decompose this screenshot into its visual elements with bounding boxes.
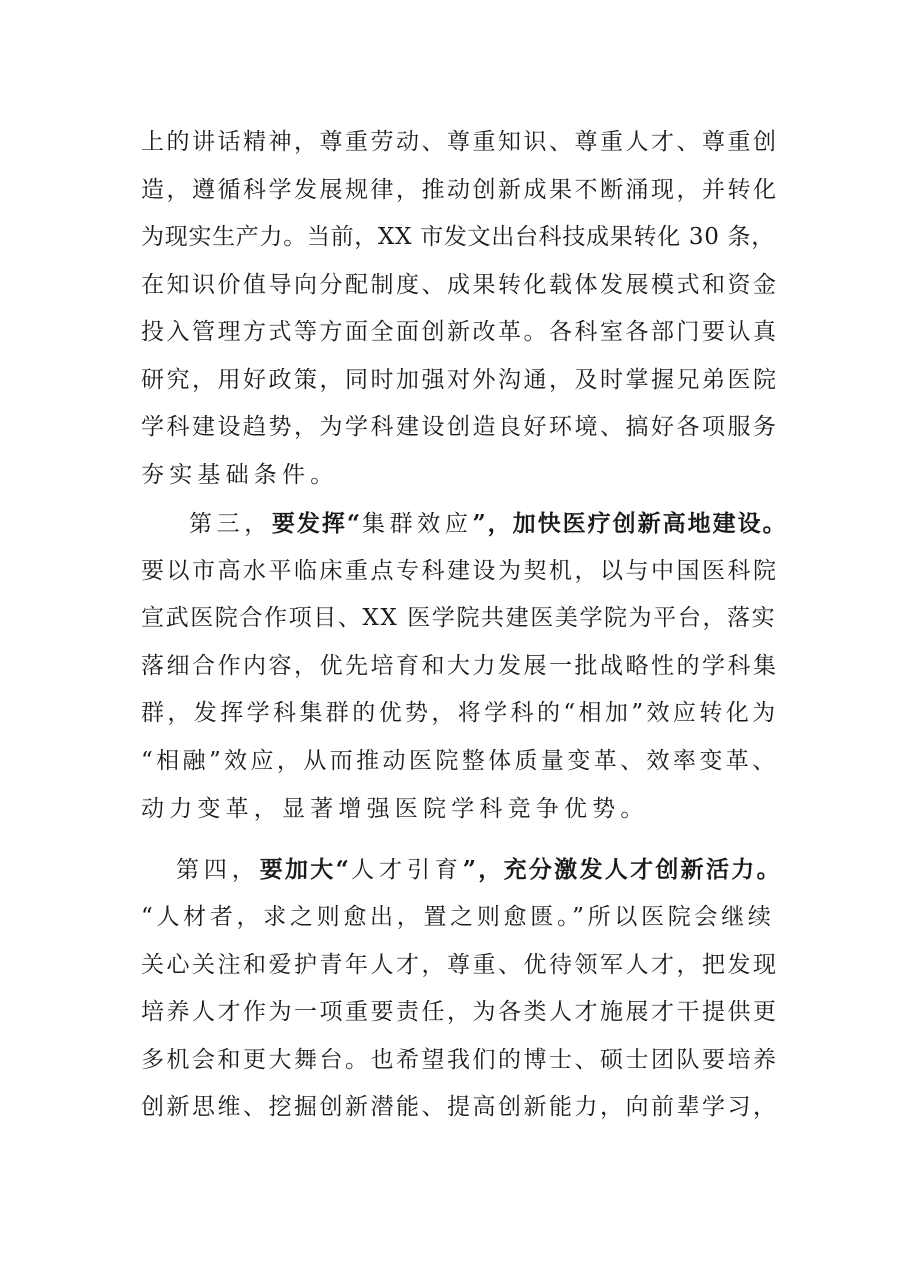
paragraph-2-line-5: “相融”效应，从而推动医院整体质量变革、效率变革、 [141,748,779,774]
heading-4-term: 人才引育 [351,857,463,883]
paragraph-3-line-1: “人材者，求之则愈出，置之则愈匮。”所以医院会继续 [141,904,775,930]
paragraph-3-line-2: 关心关注和爱护青年人才，尊重、优待领军人才，把发现 [141,952,779,978]
paragraph-1-line-7: 学科建设趋势，为学科建设创造良好环境、搞好各项服务 [141,414,779,440]
paragraph-2-line-4: 群，发挥学科集群的优势，将学科的“相加”效应转化为 [141,700,779,726]
heading-3-ordinal: 第三， [189,511,272,537]
paragraph-2-heading [189,500,789,548]
paragraph-2-line-3: 落细合作内容，优先培育和大力发展一批战略性的学科集 [141,653,779,679]
heading-3-bold-a: 要发挥“ [271,510,363,537]
paragraph-2-line-6: 动力变革，显著增强医院学科竞争优势。 [141,796,649,822]
paragraph-1-line-5: 投入管理方式等方面全面创新改革。各科室各部门要认真 [141,319,779,345]
paragraph-3-line-3: 培养人才作为一项重要责任，为各类人才施展才干提供更 [141,999,779,1025]
heading-4-bold-b: ”，充分激发人才创新活力。 [462,856,782,883]
paragraph-1-line-3: 为现实生产力。当前，XX 市发文出台科技成果转化 30 条， [141,224,775,250]
paragraph-2-line-2: 宣武医院合作项目、XX 医学院共建医美学院为平台，落实 [141,605,777,631]
paragraph-1-line-6: 研究，用好政策，同时加强对外沟通，及时掌握兄弟医院 [141,367,779,393]
paragraph-1-line-4: 在知识价值导向分配制度、成果转化载体发展模式和资金 [141,272,779,298]
paragraph-3-line-4: 多机会和更大舞台。也希望我们的博士、硕士团队要培养 [141,1047,779,1073]
heading-3-bold-b: ”，加快医疗创新高地建设。 [472,510,788,537]
paragraph-3-line-5: 创新思维、挖掘创新潜能、提高创新能力，向前辈学习， [141,1094,779,1120]
paragraph-1-line-2: 造，遵循科学发展规律，推动创新成果不断涌现，并转化 [141,177,779,203]
paragraph-1-line-8: 夯实基础条件。 [141,462,339,488]
paragraph-2-line-1: 要以市高水平临床重点专科建设为契机，以与中国医科院 [141,558,779,584]
heading-3-term: 集群效应 [362,511,473,537]
heading-4-bold-a: 要加大“ [259,856,352,883]
paragraph-3-heading [176,846,788,894]
paragraph-1-line-1: 上的讲话精神，尊重劳动、尊重知识、尊重人才、尊重创 [141,129,779,155]
heading-4-ordinal: 第四， [176,857,260,883]
